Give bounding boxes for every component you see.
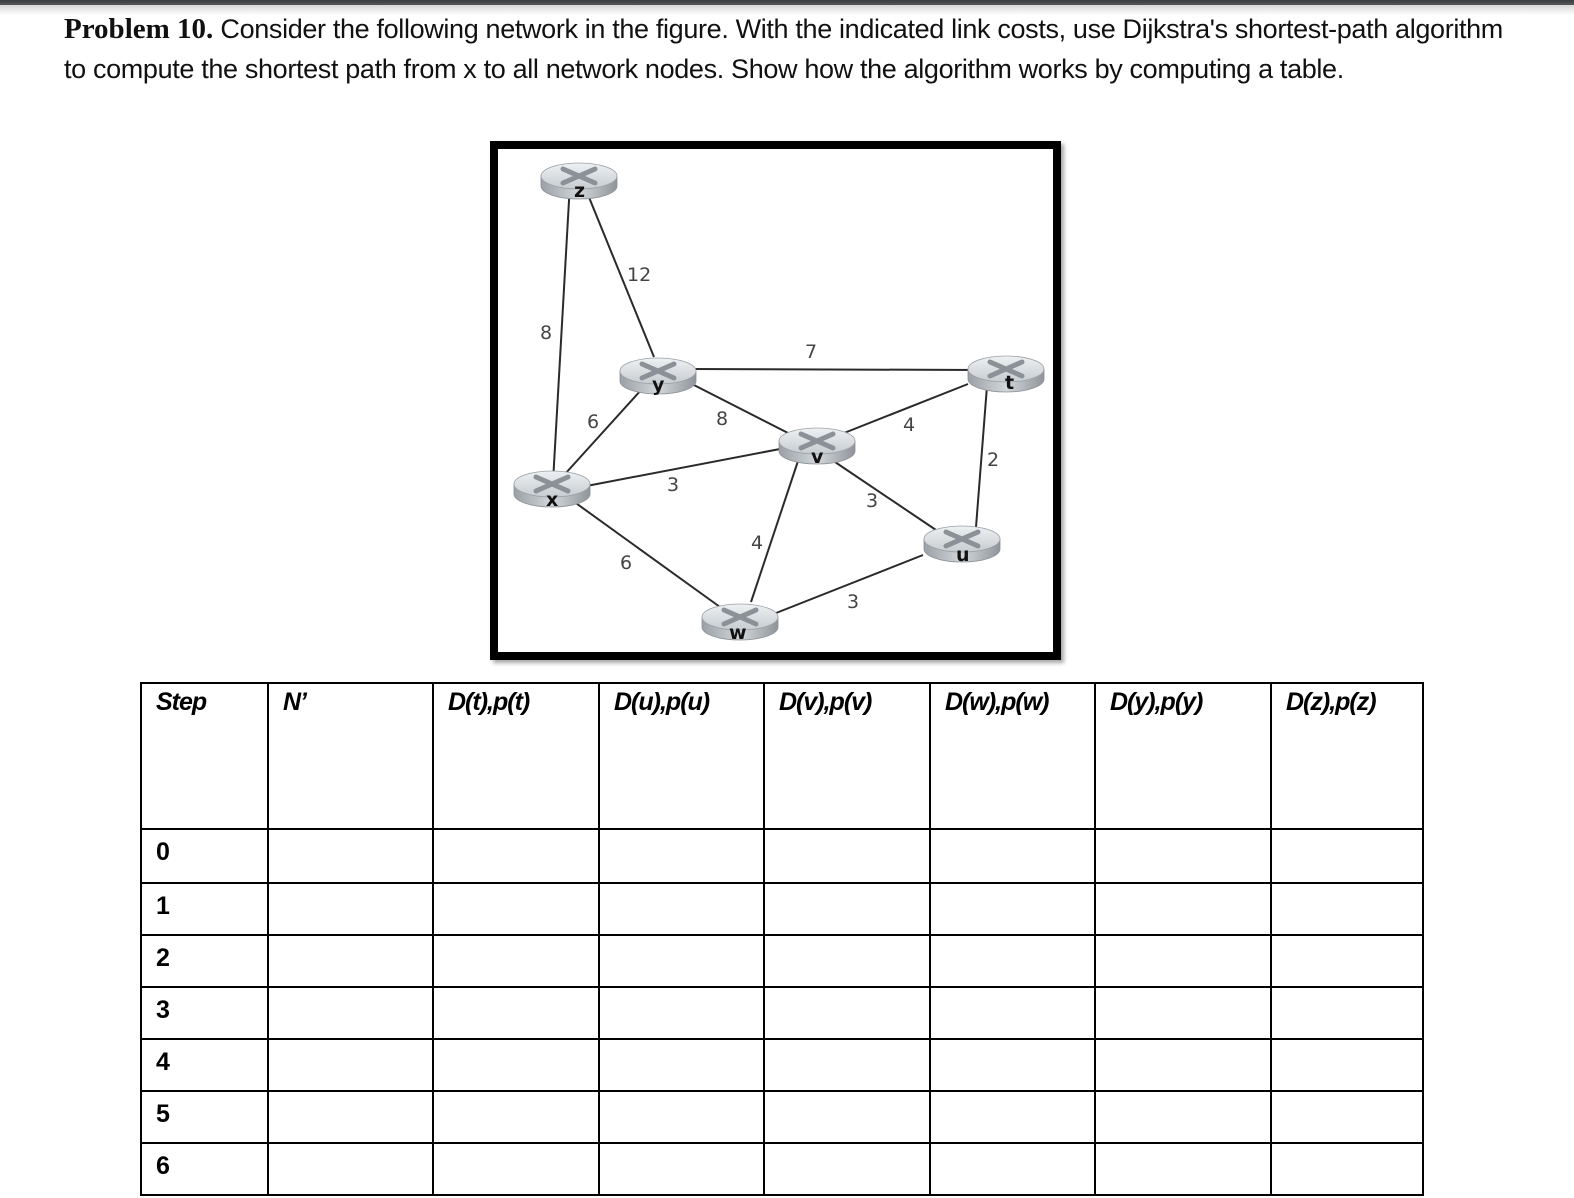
cost-w-u: 3 [847,591,860,613]
problem-statement [64,10,1524,89]
network-figure [490,141,1061,660]
edge-y-t [690,369,980,370]
svg-text:v: v [811,446,824,468]
header-step: Step [141,683,268,829]
cell-dv[interactable] [764,935,930,987]
cell-dy[interactable] [1095,1143,1271,1195]
cell-dy[interactable] [1095,1091,1271,1143]
table-row [141,883,1423,935]
cell-dv[interactable] [764,829,930,883]
step-cell: 6 [141,1143,268,1195]
cost-z-y: 12 [627,264,652,286]
cell-dt[interactable] [433,1143,599,1195]
cell-du[interactable] [599,883,764,935]
step-cell: 5 [141,1091,268,1143]
cell-dt[interactable] [433,829,599,883]
dijkstra-table [140,682,1424,1196]
cell-du[interactable] [599,1039,764,1091]
cell-dz[interactable] [1271,987,1423,1039]
cell-dz[interactable] [1271,883,1423,935]
cost-y-x: 6 [587,411,600,433]
svg-text:w: w [729,622,747,644]
cell-dw[interactable] [930,935,1095,987]
problem-number: Problem 10. [64,13,214,45]
router-w [702,604,778,644]
svg-text:z: z [574,180,586,202]
step-cell: 4 [141,1039,268,1091]
edge-y-v [688,382,790,434]
cell-du[interactable] [599,1091,764,1143]
cell-du[interactable] [599,987,764,1039]
header-n-prime: N’ [268,683,433,829]
cost-t-u: 2 [987,449,1000,471]
edge-v-u [835,462,936,530]
cell-du[interactable] [599,935,764,987]
cell-n-prime[interactable] [268,935,433,987]
edge-v-t [834,384,968,437]
step-cell: 2 [141,935,268,987]
cell-dt[interactable] [433,1039,599,1091]
cell-n-prime[interactable] [268,829,433,883]
cell-dw[interactable] [930,1039,1095,1091]
cell-dy[interactable] [1095,935,1271,987]
svg-text:x: x [546,489,559,511]
problem-text: Consider the following network in the figure. With the indicated link costs, use Dijkstra's shortest-path algorithm to compute the shortest path from x to all network nodes. Show how the algorithm works by computing a table. [64,14,1503,84]
table-row [141,1091,1423,1143]
cell-dw[interactable] [930,987,1095,1039]
cell-dt[interactable] [433,883,599,935]
cost-z-x: 8 [540,322,553,344]
cell-dy[interactable] [1095,883,1271,935]
svg-text:t: t [1005,372,1015,394]
cost-y-t: 7 [805,341,818,363]
cell-n-prime[interactable] [268,1143,433,1195]
table-row [141,829,1423,883]
cell-dy[interactable] [1095,1039,1271,1091]
cell-dy[interactable] [1095,987,1271,1039]
cell-n-prime[interactable] [268,987,433,1039]
cell-dw[interactable] [930,883,1095,935]
header-dt: D(t),p(t) [433,683,599,829]
cell-dv[interactable] [764,883,930,935]
cell-du[interactable] [599,1143,764,1195]
router-z [541,163,617,202]
cost-v-w: 4 [751,532,764,554]
cell-dv[interactable] [764,1039,930,1091]
header-dy: D(y),p(y) [1095,683,1271,829]
table-row [141,1143,1423,1195]
router-u [924,526,1000,566]
table-row [141,935,1423,987]
header-dz: D(z),p(z) [1271,683,1423,829]
cost-y-v: 8 [716,408,729,430]
edge-y-x [565,389,642,474]
cost-v-u: 3 [866,490,879,512]
cell-dw[interactable] [930,1143,1095,1195]
svg-text:y: y [652,374,665,396]
svg-text:u: u [956,544,970,566]
table-header-row [141,683,1423,829]
header-du: D(u),p(u) [599,683,764,829]
cell-dw[interactable] [930,1091,1095,1143]
edge-z-x [553,183,570,482]
cost-v-t: 4 [903,414,916,436]
cell-dz[interactable] [1271,935,1423,987]
edge-x-w [573,501,720,607]
cell-dz[interactable] [1271,1039,1423,1091]
cell-dv[interactable] [764,1143,930,1195]
cell-dv[interactable] [764,987,930,1039]
cell-dt[interactable] [433,935,599,987]
header-dv: D(v),p(v) [764,683,930,829]
cell-dw[interactable] [930,829,1095,883]
cell-dz[interactable] [1271,829,1423,883]
cost-x-v: 3 [667,474,680,496]
cost-x-w: 6 [620,552,633,574]
cell-dy[interactable] [1095,829,1271,883]
cell-dt[interactable] [433,987,599,1039]
cell-n-prime[interactable] [268,1039,433,1091]
step-cell: 1 [141,883,268,935]
cell-dz[interactable] [1271,1091,1423,1143]
edge-costs [540,264,999,613]
cell-n-prime[interactable] [268,1091,433,1143]
table-row [141,1039,1423,1091]
cell-dv[interactable] [764,1091,930,1143]
edges [553,183,987,615]
router-v [779,428,855,468]
router-y [620,358,696,396]
cell-dt[interactable] [433,1091,599,1143]
step-cell: 3 [141,987,268,1039]
step-cell: 0 [141,829,268,883]
table-row [141,987,1423,1039]
header-dw: D(w),p(w) [930,683,1095,829]
edge-t-u [976,386,987,527]
router-t [968,356,1044,394]
cell-n-prime[interactable] [268,883,433,935]
cell-dz[interactable] [1271,1143,1423,1195]
cell-du[interactable] [599,829,764,883]
